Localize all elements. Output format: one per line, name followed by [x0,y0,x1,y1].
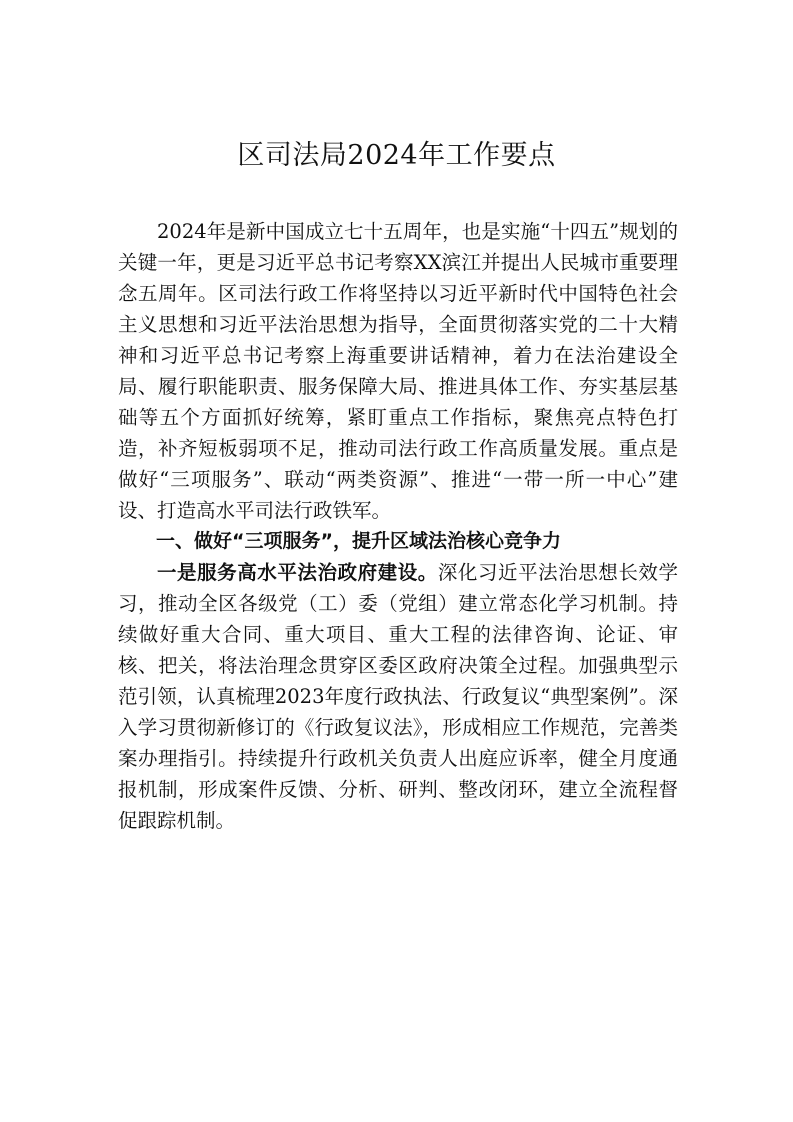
section-1-item-1-paragraph [118,557,678,836]
document-title: 区司法局2024年工作要点 [237,140,556,171]
section-1-heading: 一、做好“三项服务”，提升区域法治核心竞争力 [156,530,561,552]
section-1-item-1-lead: 一是服务高水平法治政府建设。 [157,561,438,584]
document-body [118,216,678,836]
intro-paragraph: 2024年是新中国成立七十五周年，也是实施“十四五”规划的关键一年，更是习近平总书记考察XX滨江并提出人民城市重要理念五周年。区司法行政工作将坚持以习近平新时代中国特色社会主义思想和习近平法治思想为指导，全面贯彻落实党的二十大精神和习近平总书记考察上海重要讲话精神，着力在法治建设全局、履行职能职责、服务保障大局、推进具体工作、夯实基层基础等五个方面抓好统筹，紧盯重点工作指标，聚焦亮点特色打造，补齐短板弱项不足，推动司法行政工作高质量发展。重点是做好“三项服务”、联动“两类资源”、推进“一带一所一中心”建设、打造高水平司法行政铁军。 [118,220,678,522]
section-1-item-1-text: 深化习近平法治思想长效学习，推动全区各级党（工）委（党组）建立常态化学习机制。持续做好重大合同、重大项目、重大工程的法律咨询、论证、审核、把关，将法治理念贯穿区委区政府决策全过程。加强典型示范引领，认真梳理2023年度行政执法、行政复议“典型案例”。深入学习贯彻新修订的《行政复议法》，形成相应工作规范，完善类案办理指引。持续提升行政机关负责人出庭应诉率，健全月度通报机制，形成案件反馈、分析、研判、整改闭环，建立全流程督促跟踪机制。 [118,561,678,832]
